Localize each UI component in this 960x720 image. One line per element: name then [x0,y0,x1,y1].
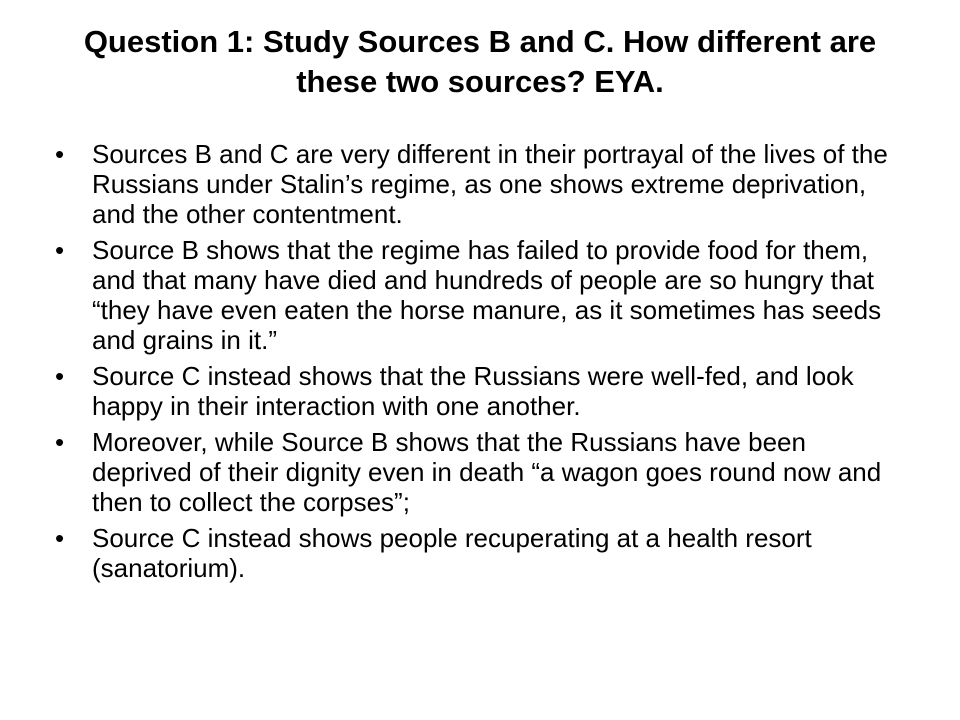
bullet-item [55,139,905,229]
bullet-dot-icon: • [55,523,65,553]
bullet-text: Source B shows that the regime has failed to provide food for them, and that many have died and hundreds of people are so hungry that “they have even eaten the horse manure, as it sometimes has seeds and grains in it.” [92,235,882,355]
bullet-dot-icon: • [55,361,65,391]
bullet-text: Moreover, while Source B shows that the Russians have been deprived of their dignity even in death “a wagon goes round now and then to collect the corpses”; [92,427,882,517]
slide-title: Question 1: Study Sources B and C. How different are these two sources? EYA. [83,24,877,99]
bullet-dot-icon: • [55,235,65,265]
bullet-item [55,523,905,583]
bullet-item [55,427,905,517]
bullet-item [55,235,905,355]
bullet-text: Source C instead shows people recuperating at a health resort (sanatorium). [92,523,812,583]
bullet-dot-icon: • [55,427,65,457]
bullet-text: Source C instead shows that the Russians were well-fed, and look happy in their interaction with one another. [92,361,854,421]
bullet-dot-icon: • [55,139,65,169]
bullet-item [55,361,905,421]
bullet-list [55,139,905,589]
bullet-text: Sources B and C are very different in their portrayal of the lives of the Russians under Stalin’s regime, as one shows extreme deprivation, and the other contentment. [92,139,888,229]
